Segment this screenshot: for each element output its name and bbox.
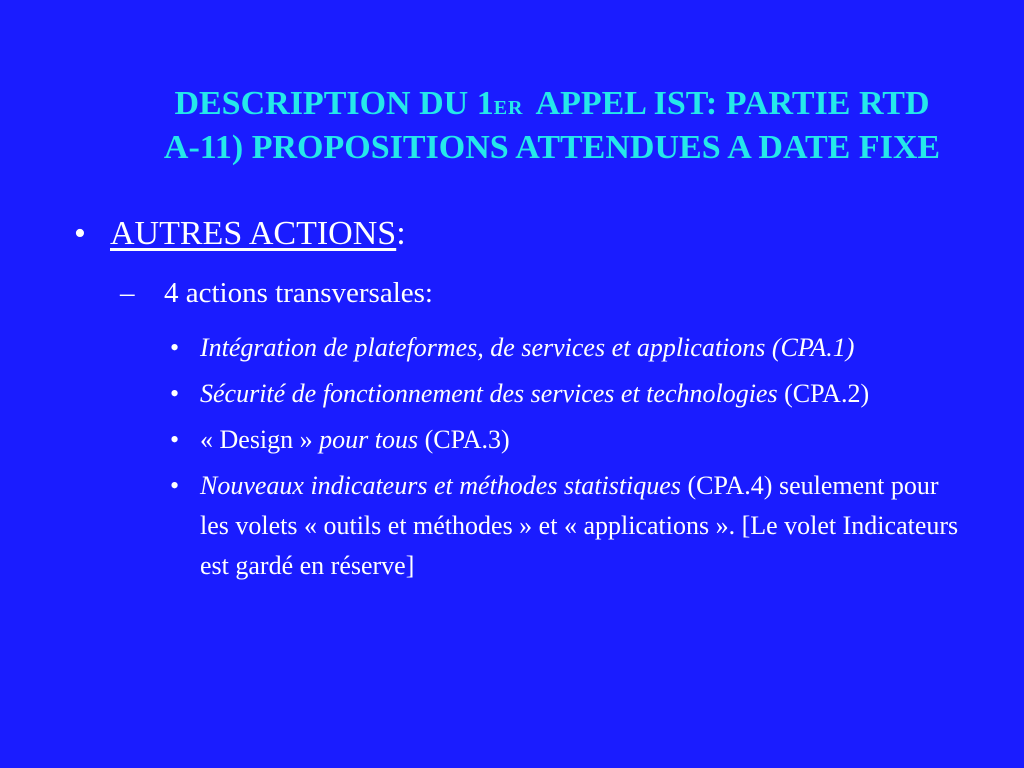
cpa3-prefix: « Design »	[200, 425, 320, 454]
sub-bullet-actions-transversales	[120, 274, 433, 312]
cpa3-italic-text: pour tous	[319, 425, 419, 454]
cpa4-rest: (CPA.4) seulement pour les volets « outils et méthodes » et « applications ». [Le volet Indicateurs est gardé en réserve]	[200, 471, 959, 580]
dash-icon: –	[120, 277, 135, 309]
title-ordinal-suffix: ER	[493, 97, 524, 119]
cpa4-italic-text: Nouveaux indicateurs et méthodes statistiques	[200, 471, 681, 500]
list-item-cpa1	[170, 328, 970, 368]
bullet-icon: •	[170, 333, 180, 362]
list-item-cpa4	[170, 466, 970, 586]
slide-title	[60, 84, 1024, 168]
bullet-icon: •	[170, 471, 180, 500]
title-line-2: A-11) PROPOSITIONS ATTENDUES A DATE FIXE	[163, 129, 941, 166]
title-line-1-start: DESCRIPTION DU 1	[174, 85, 494, 122]
cpa1-text: Intégration de plateformes, de services et applications (CPA.1)	[200, 333, 855, 362]
list-item-cpa2	[170, 374, 970, 414]
title-line-1	[60, 84, 1024, 128]
title-line-1-end: APPEL IST: PARTIE RTD	[535, 85, 930, 122]
bullet-autres-actions-label: AUTRES ACTIONS	[110, 215, 397, 252]
bullet-icon: •	[170, 425, 180, 454]
sub-bullet-label: 4 actions transversales:	[164, 277, 433, 309]
actions-list	[170, 328, 970, 592]
bullet-autres-actions-colon: :	[396, 215, 406, 252]
cpa2-code: (CPA.2)	[777, 379, 870, 408]
cpa3-code: (CPA.3)	[418, 425, 510, 454]
bullet-autres-actions	[74, 212, 406, 256]
cpa2-italic-text: Sécurité de fonctionnement des services et technologies	[200, 379, 778, 408]
list-item-cpa3	[170, 420, 970, 460]
bullet-icon: •	[74, 215, 86, 252]
bullet-icon: •	[170, 379, 180, 408]
